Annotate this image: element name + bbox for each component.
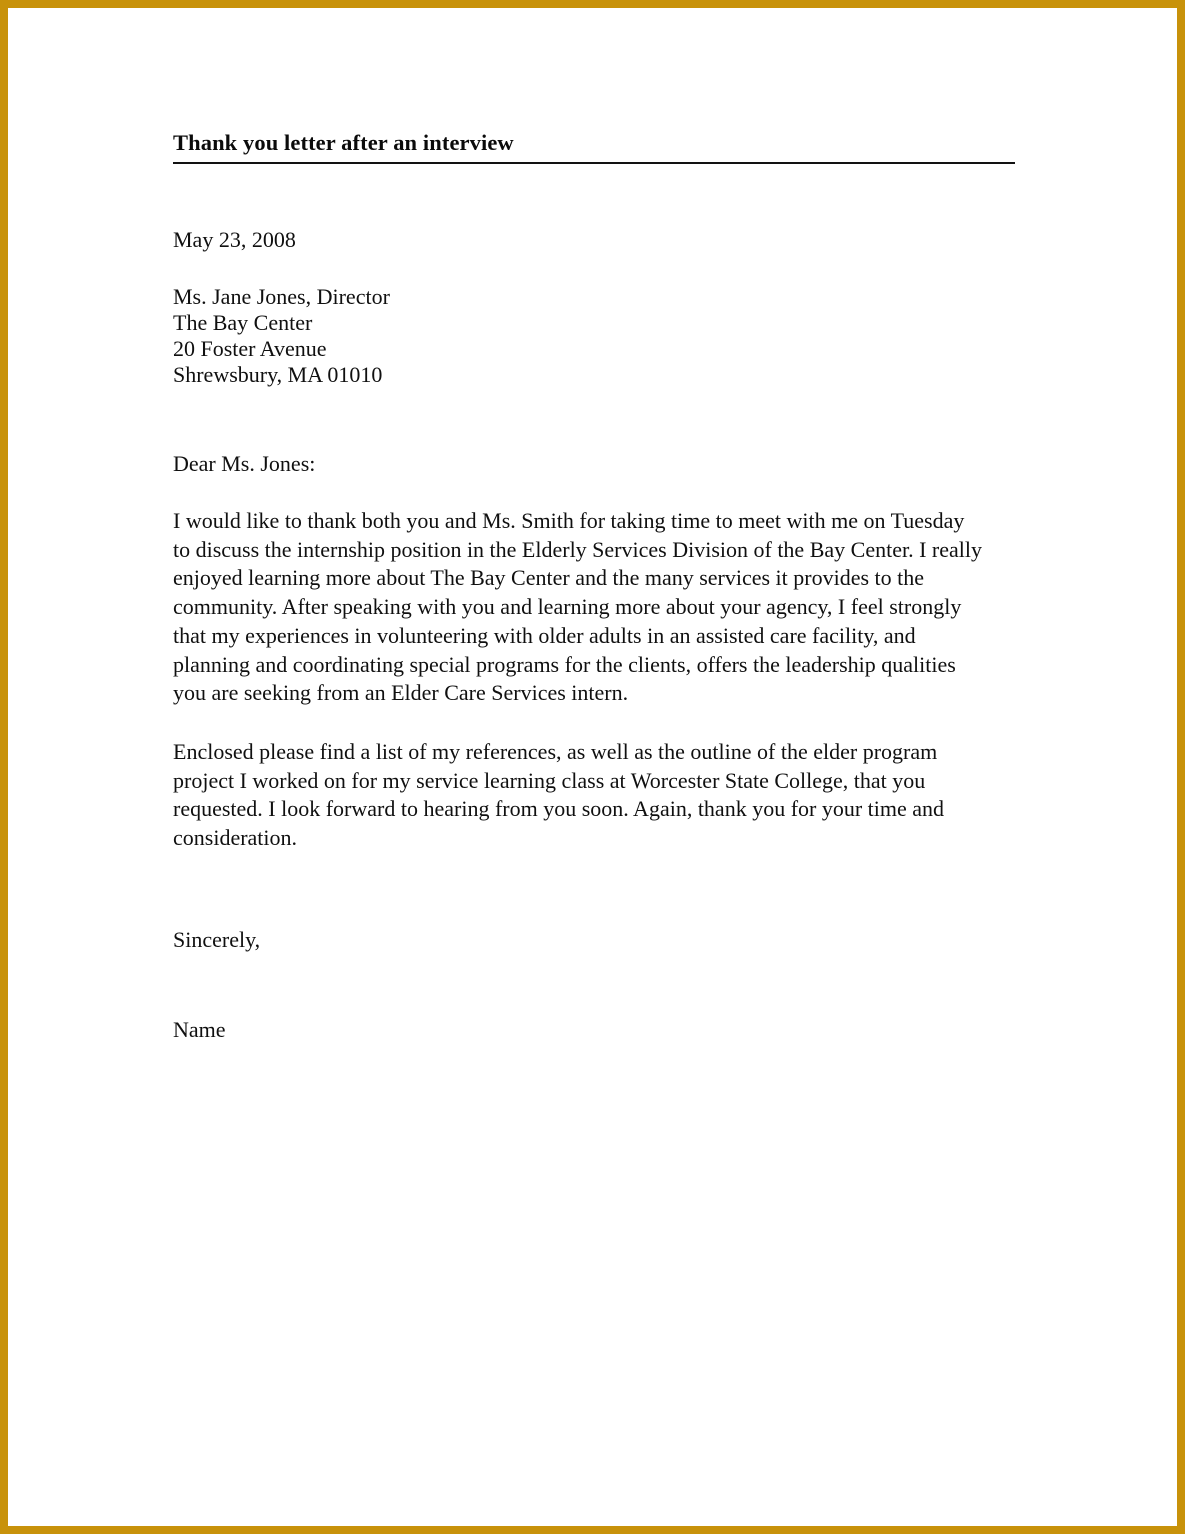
recipient-street: 20 Foster Avenue — [173, 335, 327, 361]
letter-body — [173, 130, 1018, 1043]
signature-name: Name — [173, 1016, 226, 1042]
recipient-city-state-zip: Shrewsbury, MA 01010 — [173, 362, 383, 388]
letter-paragraph-1: I would like to thank both you and Ms. Smith for taking time to meet with me on Tuesday to discuss the internship position in the Elderly Services Division of the Bay Center. I really enjoyed learning more about The Bay Center and the many services it provides to the community. After speaking with you and learning more about your agency, I feel strongly that my experiences in volunteering with older adults in an assisted care facility, and planning and coordinating special programs for the clients, offers the leadership qualities you are seeking from an Elder Care Services intern. — [173, 508, 982, 706]
document-page — [8, 8, 1177, 1526]
letter-paragraph-2: Enclosed please find a list of my references, as well as the outline of the elder program project I worked on for my service learning class at Worcester State College, that you requested. I look forward to hearing from you soon. Again, thank you for your time and consideration. — [173, 738, 945, 851]
letter-date: May 23, 2008 — [173, 226, 296, 252]
recipient-name-title: Ms. Jane Jones, Director — [173, 283, 390, 309]
recipient-organization: The Bay Center — [173, 309, 313, 335]
letter-salutation: Dear Ms. Jones: — [173, 451, 316, 477]
letterhead-title: Thank you letter after an interview — [173, 130, 1015, 164]
recipient-address-block — [173, 284, 1018, 388]
letter-closing: Sincerely, — [173, 926, 261, 952]
